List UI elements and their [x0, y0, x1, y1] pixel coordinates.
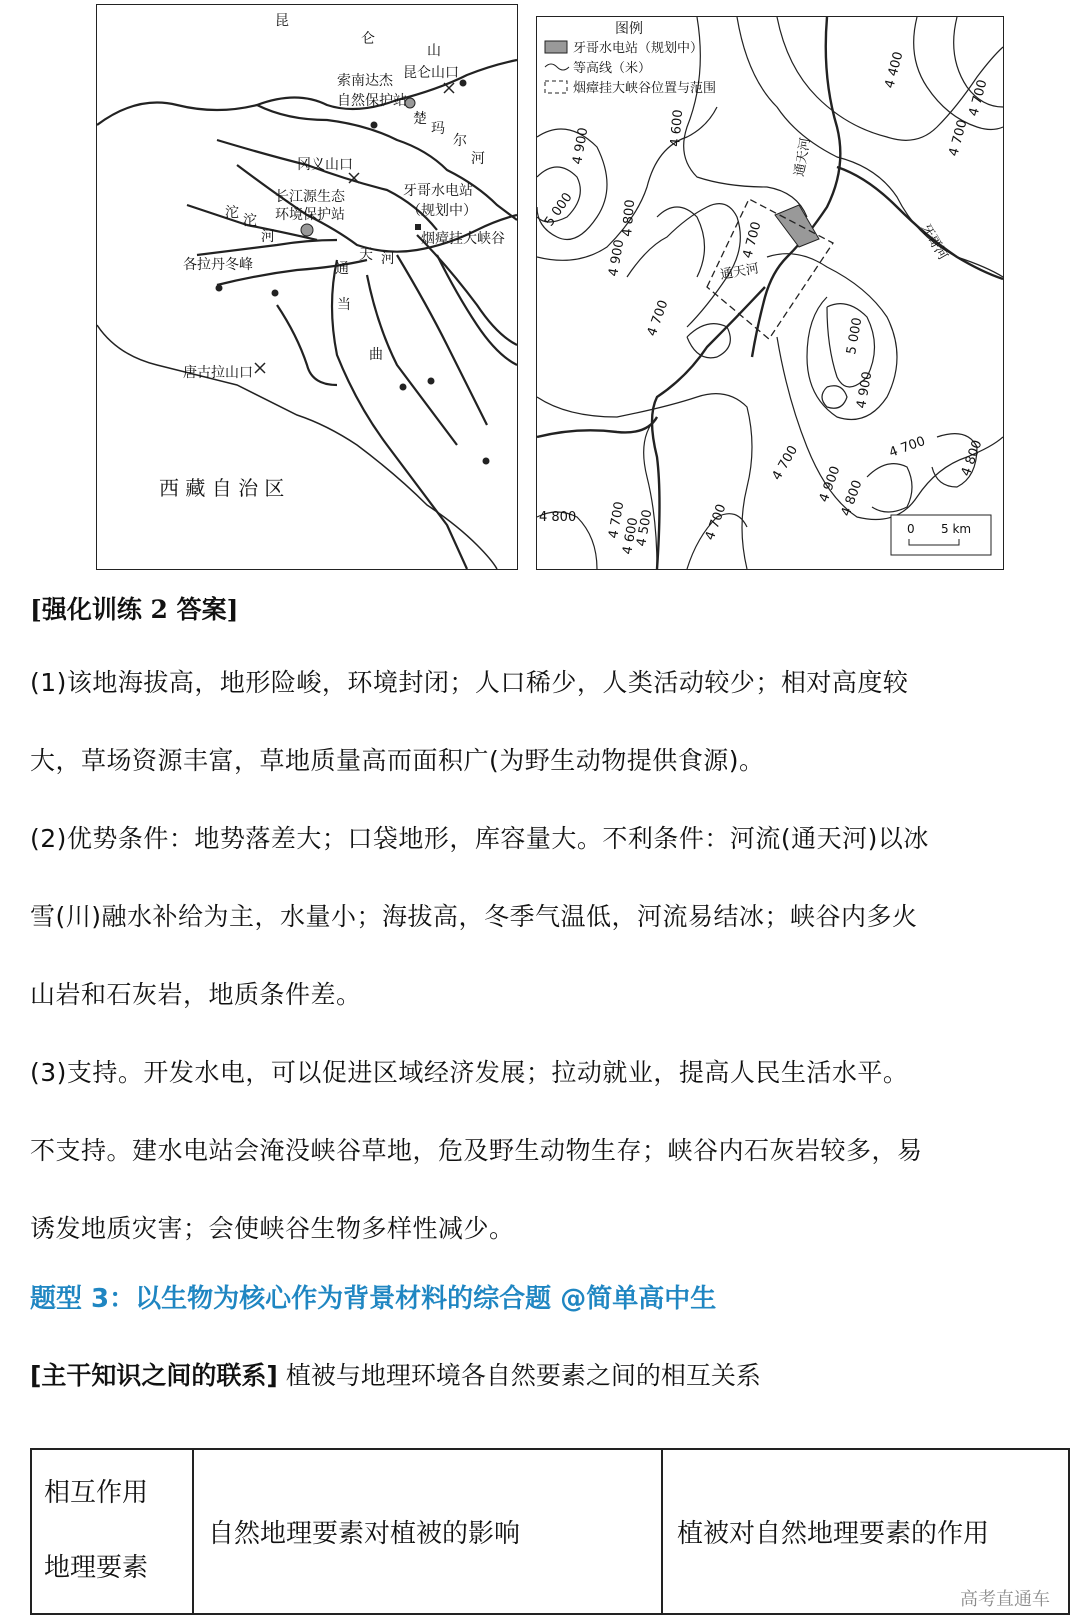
table-col1-header: 自然地理要素对植被的影响: [193, 1449, 662, 1614]
river-label-tongtian-top: 通天河: [792, 136, 814, 178]
answer-line: 诱发地质灾害；会使峡谷生物多样性减少。: [30, 1214, 515, 1243]
contour-label: 4 800: [958, 438, 986, 479]
table-diag-cell: [31, 1449, 193, 1614]
contour-label: 4 600: [668, 108, 687, 148]
answer-line: (1)该地海拔高，地形险峻，环境封闭；人口稀少，人类活动较少；相对高度较: [30, 668, 909, 697]
section-title: 题型 3：以生物为核心作为背景材料的综合题 @简单高中生: [30, 1284, 717, 1314]
legend-station-swatch: [545, 41, 567, 53]
answer-line: (3)支持。开发水电，可以促进区域经济发展；拉动就业，提高人民生活水平。: [30, 1058, 909, 1087]
contour-label: 4 700: [966, 78, 991, 119]
label-dangqu-1: 当: [337, 297, 351, 313]
right-map: [536, 16, 1004, 570]
table-diag-top: 相互作用: [44, 1478, 149, 1508]
contour-label: 4 900: [606, 238, 628, 278]
label-geladan: 各拉丹冬峰: [183, 257, 253, 273]
contour-lines: [537, 17, 1003, 569]
label-chuma-2: 玛: [431, 121, 445, 137]
label-fengyi-pass: 冈义山口: [297, 157, 353, 173]
answer-body: [30, 644, 1070, 1268]
label-kunlun-3: 山: [427, 43, 441, 59]
label-kunlun-pass: 昆仑山口: [403, 65, 459, 81]
label-dangqu-2: 曲: [369, 347, 383, 363]
knowledge-label: [主干知识之间的联系]: [30, 1361, 278, 1390]
answer-line: 不支持。建水电站会淹没峡谷草地，危及野生动物生存；峡谷内石灰岩较多，易: [30, 1136, 923, 1165]
answer-line: (2)优势条件：地势落差大；口袋地形，库容量大。不利条件：河流(通天河)以冰: [30, 824, 929, 853]
contour-label: 5 000: [541, 190, 576, 230]
label-chuma-1: 楚: [413, 111, 427, 127]
contour-label: 4 700: [606, 500, 628, 540]
legend-contour: 等高线（米）: [573, 61, 652, 76]
contour-label: 4 500: [634, 508, 656, 548]
relation-table: [30, 1448, 1070, 1615]
label-tongtian-2: 天: [359, 247, 373, 263]
contour-label: 4 800: [539, 510, 577, 525]
label-suonan-1: 索南达杰: [337, 73, 393, 89]
river-label-yage: 牙哥河: [917, 221, 951, 263]
contour-label: 4 900: [854, 370, 876, 410]
contour-label: 4 900: [570, 126, 592, 166]
left-map: [96, 4, 518, 570]
label-kunlun-2: 仑: [361, 31, 375, 47]
scale-box: [891, 515, 991, 555]
contour-label: 4 700: [644, 298, 672, 339]
label-suonan-2: 自然保护站: [337, 93, 407, 109]
contour-label: 4 600: [620, 516, 642, 556]
knowledge-line: [30, 1356, 1070, 1392]
legend-station: 牙哥水电站（规划中）: [573, 41, 704, 56]
label-yage-2: （规划中）: [407, 203, 477, 219]
contour-label: 4 400: [882, 50, 907, 91]
contour-label: 4 800: [838, 478, 866, 519]
left-map-drawing: [97, 5, 517, 569]
watermark: 高考直通车: [960, 1589, 1050, 1610]
label-tuotuo-1: 沱: [225, 205, 239, 221]
contour-label: 5 000: [844, 316, 866, 356]
left-map-points: [216, 80, 490, 465]
knowledge-text: 植被与地理环境各自然要素之间的相互关系: [285, 1361, 761, 1390]
contour-label: 4 700: [702, 502, 730, 543]
answer-line: 山岩和石灰岩，地质条件差。: [30, 980, 362, 1009]
label-tongtian-1: 通: [335, 261, 349, 277]
label-tuotuo-2: 沱: [243, 213, 257, 229]
scale-distance: 5 km: [941, 522, 972, 536]
label-tuotuo-3: 河: [261, 229, 275, 245]
label-kunlun-1: 昆: [275, 13, 289, 29]
contour-label: 4 700: [887, 433, 928, 461]
contour-label: 4 700: [946, 118, 971, 159]
legend-contour-swatch: [545, 64, 569, 70]
contour-label: 4 700: [740, 220, 765, 261]
contour-label: 4 700: [769, 443, 802, 483]
contour-label: 4 900: [816, 464, 844, 505]
river-label-tongtian-mid: 通天河: [719, 261, 761, 283]
label-chuma-4: 河: [471, 151, 485, 167]
legend-canyon: 烟瘴挂大峡谷位置与范围: [573, 81, 717, 96]
label-tongtian-3: 河: [381, 251, 395, 267]
legend-title: 图例: [615, 21, 643, 37]
label-tanggula-pass: 唐古拉山口: [183, 365, 253, 381]
label-yanzhang-canyon: 烟瘴挂大峡谷: [421, 231, 505, 247]
label-tibet: 西 藏 自 治 区: [159, 476, 285, 500]
scale-zero: 0: [907, 522, 915, 536]
label-yage-1: 牙哥水电站: [403, 183, 473, 199]
label-changjiang-2: 环境保护站: [275, 207, 345, 223]
left-map-boundary: [97, 325, 497, 569]
answer-heading: [强化训练 2 答案]: [30, 595, 239, 624]
right-map-drawing: [537, 17, 1003, 569]
table-col2-header: 植被对自然地理要素的作用: [662, 1449, 1069, 1614]
contour-label: 4 800: [620, 198, 639, 238]
answer-line: 大，草场资源丰富，草地质量高而面积广(为野生动物提供食源)。: [30, 746, 765, 775]
legend: [545, 21, 716, 96]
legend-canyon-swatch: [545, 81, 567, 93]
answer-line: 雪(川)融水补给为主，水量小；海拔高，冬季气温低，河流易结冰；峡谷内多火: [30, 902, 918, 931]
label-chuma-3: 尔: [453, 133, 467, 149]
table-diag-bottom: 地理要素: [44, 1553, 149, 1583]
label-changjiang-1: 长江源生态: [275, 189, 345, 205]
